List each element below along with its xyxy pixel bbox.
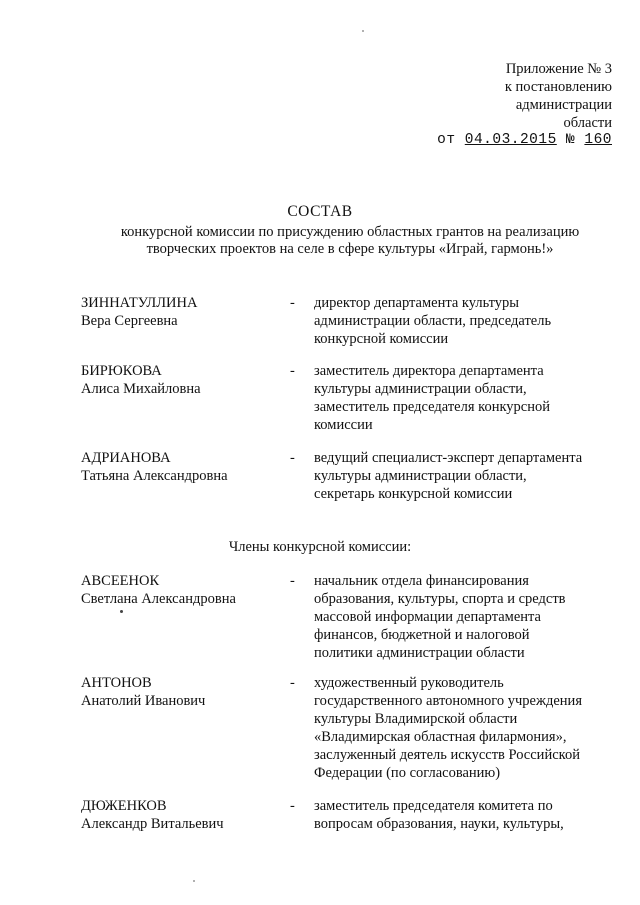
- position-line: Федерации (по согласованию): [314, 765, 501, 781]
- position-line: начальник отдела финансирования: [314, 573, 529, 589]
- person-position: [314, 362, 624, 434]
- order-date: 04.03.2015: [464, 132, 557, 148]
- position-line: заслуженный деятель искусств Российской: [314, 747, 580, 763]
- members-heading: Члены конкурсной комиссии:: [228, 539, 412, 555]
- appendix-line: к постановлению: [504, 79, 612, 95]
- position-line: ведущий специалист-эксперт департамента: [314, 450, 583, 466]
- position-line: политики администрации области: [314, 645, 525, 661]
- person-name: [81, 797, 281, 833]
- order-number-label: №: [565, 132, 576, 148]
- person-name: [81, 572, 281, 608]
- person-given-name: Вера Сергеевна: [81, 313, 178, 329]
- scan-speck: [193, 880, 195, 882]
- appendix-line: области: [563, 115, 612, 131]
- document-subtitle: [80, 224, 620, 258]
- position-line: массовой информации департамента: [314, 609, 541, 625]
- position-line: финансов, бюджетной и налоговой: [314, 627, 530, 643]
- appendix-block: [505, 60, 612, 132]
- subtitle-line: творческих проектов на селе в сфере культуры «Играй, гармонь!»: [146, 241, 554, 257]
- position-line: вопросам образования, науки, культуры,: [314, 816, 564, 832]
- person-name: [81, 449, 281, 485]
- person-name: [81, 294, 281, 330]
- order-reference: [437, 132, 612, 148]
- person-surname: АНТОНОВ: [81, 675, 152, 691]
- appendix-line: Приложение № 3: [505, 61, 612, 77]
- position-line: заместитель директора департамента: [314, 363, 544, 379]
- person-given-name: Александр Витальевич: [81, 816, 224, 832]
- person-surname: АДРИАНОВА: [81, 450, 171, 466]
- person-surname: ЗИННАТУЛЛИНА: [81, 295, 198, 311]
- person-surname: ДЮЖЕНКОВ: [81, 798, 167, 814]
- person-position: [314, 572, 624, 662]
- position-line: комиссии: [314, 417, 373, 433]
- position-line: «Владимирская областная филармония»,: [314, 729, 567, 745]
- position-line: заместитель председателя комитета по: [314, 798, 553, 814]
- position-line: культуры администрации области,: [314, 381, 527, 397]
- position-line: секретарь конкурсной комиссии: [314, 486, 513, 502]
- person-position: [314, 797, 624, 833]
- person-position: [314, 449, 624, 503]
- person-name: [81, 362, 281, 398]
- position-line: культуры Владимирской области: [314, 711, 518, 727]
- position-line: администрации области, председатель: [314, 313, 552, 329]
- person-position: [314, 674, 624, 782]
- position-line: конкурсной комиссии: [314, 331, 449, 347]
- position-line: директор департамента культуры: [314, 295, 520, 311]
- position-line: образования, культуры, спорта и средств: [314, 591, 566, 607]
- dash-separator: -: [290, 295, 295, 311]
- person-surname: БИРЮКОВА: [81, 363, 162, 379]
- person-given-name: Светлана Александровна: [81, 591, 236, 607]
- position-line: государственного автономного учреждения: [314, 693, 582, 709]
- dash-separator: -: [290, 573, 295, 589]
- scan-speck: [120, 610, 123, 613]
- person-given-name: Татьяна Александровна: [81, 468, 228, 484]
- appendix-line: администрации: [515, 97, 612, 113]
- dash-separator: -: [290, 363, 295, 379]
- person-given-name: Алиса Михайловна: [81, 381, 201, 397]
- dash-separator: -: [290, 675, 295, 691]
- order-prefix: от: [437, 132, 456, 148]
- subtitle-line: конкурсной комиссии по присуждению областных грантов на реализацию: [120, 224, 580, 240]
- position-line: культуры администрации области,: [314, 468, 527, 484]
- position-line: художественный руководитель: [314, 675, 504, 691]
- document-title: СОСТАВ: [287, 203, 353, 220]
- person-surname: АВСЕЕНОК: [81, 573, 160, 589]
- position-line: заместитель председателя конкурсной: [314, 399, 551, 415]
- person-given-name: Анатолий Иванович: [81, 693, 206, 709]
- dash-separator: -: [290, 450, 295, 466]
- person-position: [314, 294, 624, 348]
- scan-speck: [362, 30, 364, 32]
- order-number: 160: [584, 132, 612, 148]
- person-name: [81, 674, 281, 710]
- dash-separator: -: [290, 798, 295, 814]
